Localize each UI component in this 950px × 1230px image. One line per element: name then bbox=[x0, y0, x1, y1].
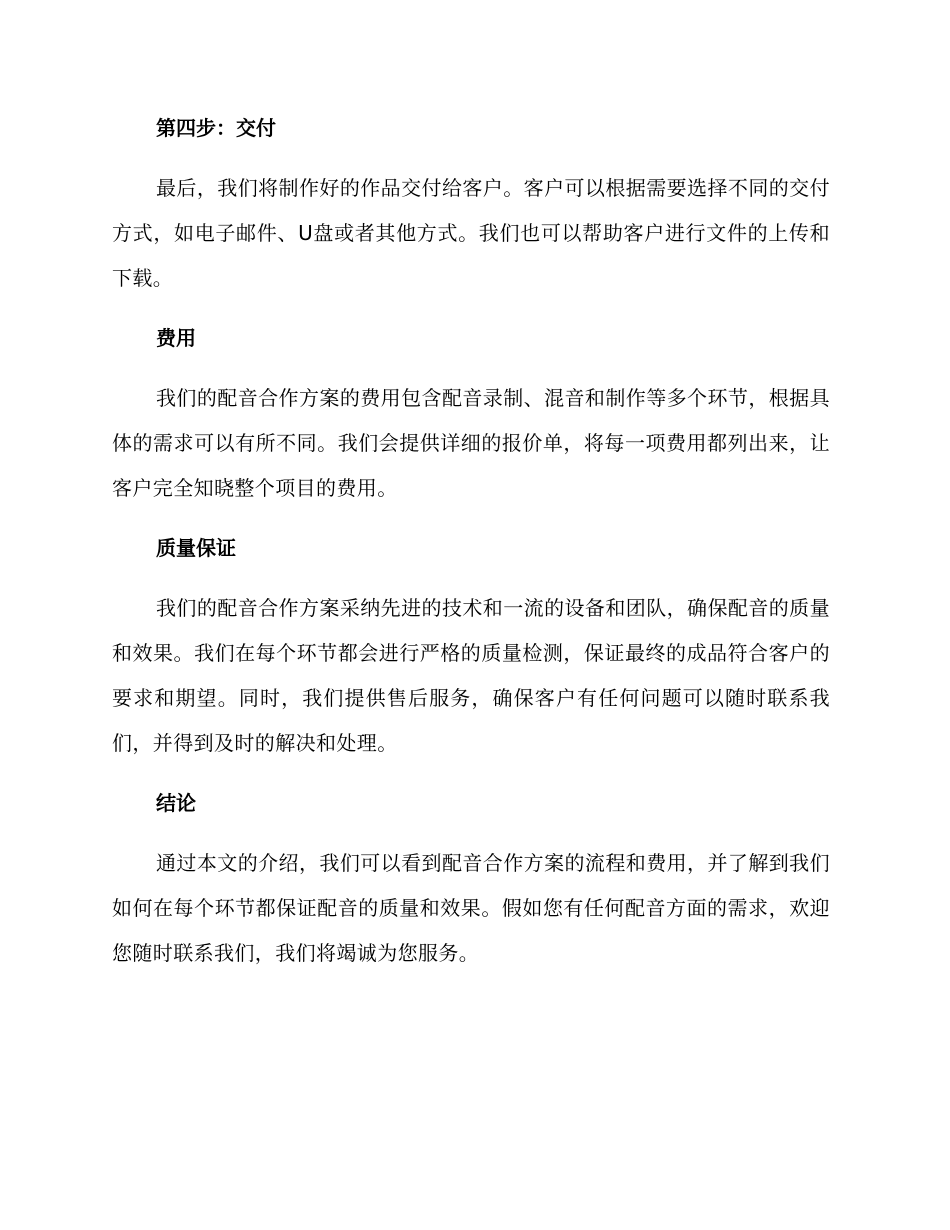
section-heading: 费用 bbox=[156, 326, 196, 350]
section-heading: 第四步：交付 bbox=[156, 116, 276, 140]
section-delivery bbox=[112, 110, 830, 320]
section-quality-assurance bbox=[112, 530, 830, 785]
section-paragraph: 我们的配音合作方案采纳先进的技术和一流的设备和团队，确保配音的质量和效果。我们在每个环节都会进行严格的质量检测，保证最终的成品符合客户的要求和期望。同时，我们提供售后服务，确保客户有任何问题可以随时联系我们，并得到及时的解决和处理。 bbox=[112, 596, 830, 755]
section-fees bbox=[112, 320, 830, 530]
section-heading: 质量保证 bbox=[156, 536, 236, 560]
section-paragraph: 我们的配音合作方案的费用包含配音录制、混音和制作等多个环节，根据具体的需求可以有所不同。我们会提供详细的报价单，将每一项费用都列出来，让客户完全知晓整个项目的费用。 bbox=[112, 386, 830, 500]
section-paragraph: 通过本文的介绍，我们可以看到配音合作方案的流程和费用，并了解到我们如何在每个环节都保证配音的质量和效果。假如您有任何配音方面的需求，欢迎您随时联系我们，我们将竭诚为您服务。 bbox=[112, 851, 830, 965]
section-paragraph: 最后，我们将制作好的作品交付给客户。客户可以根据需要选择不同的交付方式，如电子邮件、U盘或者其他方式。我们也可以帮助客户进行文件的上传和下载。 bbox=[112, 176, 830, 290]
section-conclusion bbox=[112, 785, 830, 976]
document-content bbox=[112, 110, 830, 976]
section-heading: 结论 bbox=[156, 791, 196, 815]
